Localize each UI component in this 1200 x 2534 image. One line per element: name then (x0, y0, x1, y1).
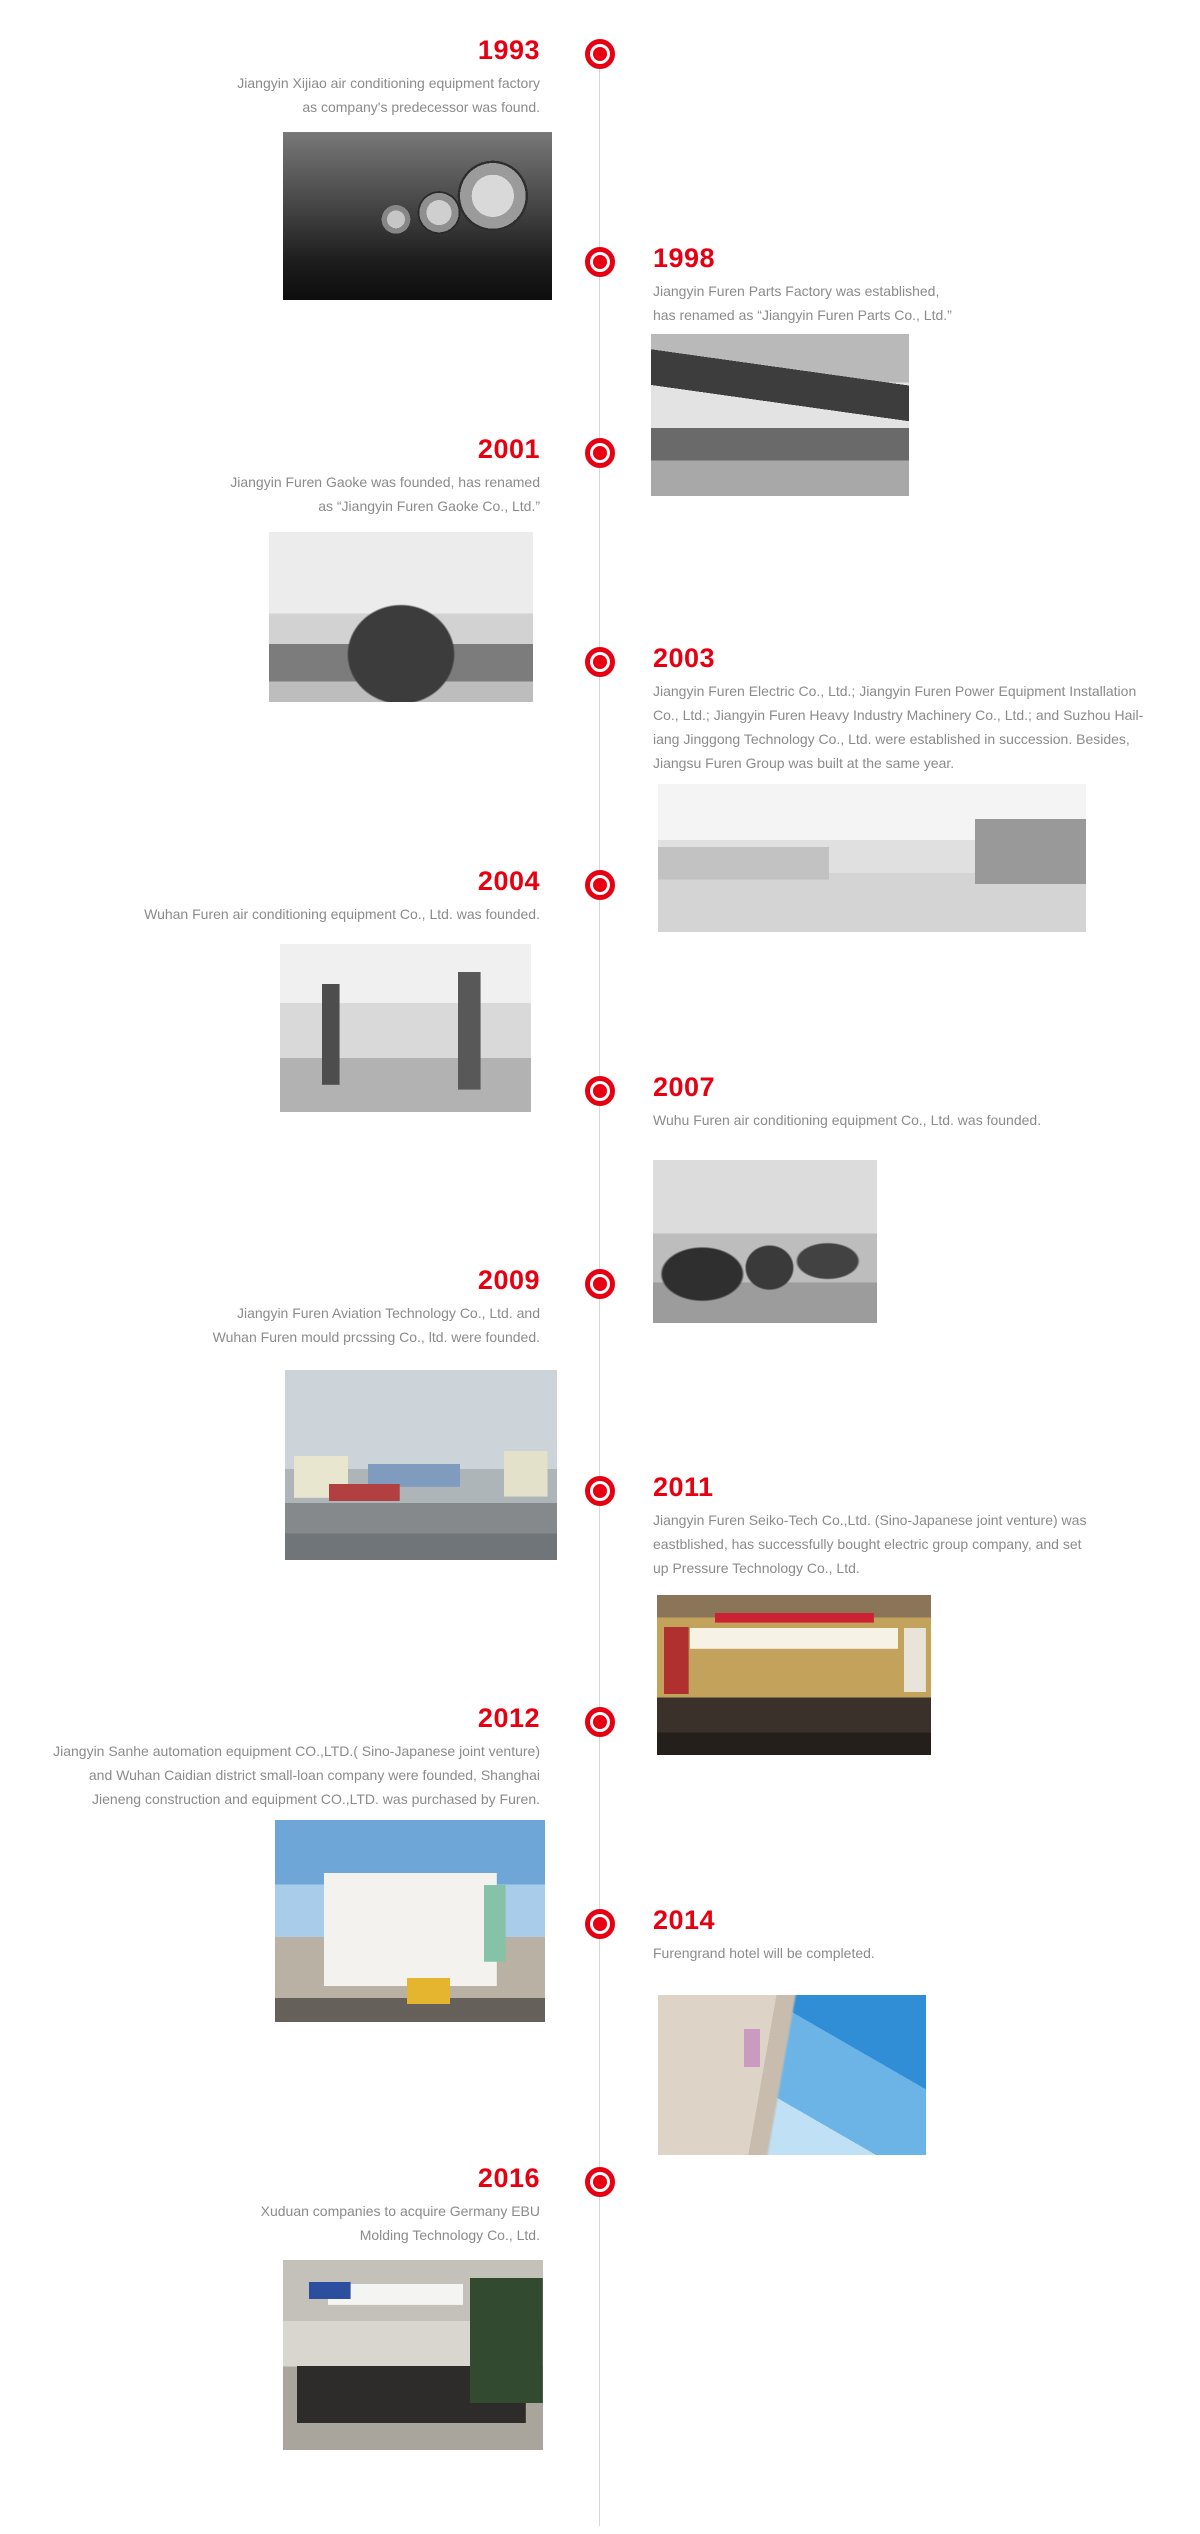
photo-2011 (657, 1595, 931, 1755)
photo-1993 (283, 132, 552, 300)
photo-2007 (653, 1160, 877, 1323)
year-label-2001: 2001 (477, 434, 540, 464)
timeline-entry-2012 (53, 1702, 540, 1811)
entry-description-line: has renamed as “Jiangyin Furen Parts Co., Ltd.” (653, 307, 952, 323)
entry-description-line: Wuhan Furen mould prcssing Co., ltd. were founded. (212, 1329, 540, 1345)
entry-description (230, 470, 540, 518)
year-label-2016: 2016 (477, 2163, 540, 2193)
entry-description-line: as company's predecessor was found. (302, 99, 540, 115)
year-label-1998: 1998 (653, 243, 716, 273)
entry-description-line: Wuhan Furen air conditioning equipment Co., Ltd. was founded. (144, 906, 540, 922)
timeline-entry-2011 (653, 1471, 1086, 1580)
timeline-entry-2016 (261, 2162, 540, 2247)
photo-2003 (658, 784, 1086, 932)
entry-description-line: iang Jinggong Technology Co., Ltd. were established in succession. Besides, (653, 731, 1130, 747)
year-label-1993: 1993 (477, 35, 540, 65)
entry-description-line: Jiangyin Furen Gaoke was founded, has renamed (230, 474, 540, 490)
bullseye-icon (585, 247, 615, 277)
year-label-2009: 2009 (477, 1265, 540, 1295)
timeline-entry-2004 (144, 865, 540, 926)
entry-description (213, 1301, 540, 1349)
bullseye-icon (585, 870, 615, 900)
bullseye-icon (585, 1909, 615, 1939)
entry-description-line: up Pressure Technology Co., Ltd. (653, 1560, 860, 1576)
photo-2009 (285, 1370, 557, 1560)
entry-description-line: Jiangyin Furen Seiko-Tech Co.,Ltd. (Sino-Japanese joint venture) was (653, 1512, 1087, 1528)
bullseye-icon (585, 1076, 615, 1106)
entry-description-line: Jiangyin Xijiao air conditioning equipment factory (237, 75, 540, 91)
bullseye-icon (585, 1269, 615, 1299)
entry-description (653, 679, 1143, 775)
entry-description (237, 71, 540, 119)
entry-description-line: Jiangyin Sanhe automation equipment CO.,LTD.( Sino-Japanese joint venture) (53, 1743, 540, 1759)
entry-description (144, 902, 540, 926)
timeline-entry-2007 (653, 1071, 1041, 1132)
entry-description-line: and Wuhan Caidian district small-loan company were founded, Shanghai (88, 1767, 540, 1783)
photo-2014 (658, 1995, 926, 2155)
bullseye-icon (585, 647, 615, 677)
year-label-2011: 2011 (653, 1472, 714, 1502)
entry-description-line: Jieneng construction and equipment CO.,LTD. was purchased by Furen. (92, 1791, 540, 1807)
timeline-entry-1993 (237, 34, 540, 119)
entry-description (653, 279, 952, 327)
entry-description-line: eastblished, has successfully bought electric group company, and set (653, 1536, 1082, 1552)
entry-description-line: Co., Ltd.; Jiangyin Furen Heavy Industry Machinery Co., Ltd.; and Suzhou Hail- (653, 707, 1144, 723)
year-label-2012: 2012 (477, 1703, 540, 1733)
photo-1998 (651, 334, 909, 496)
bullseye-icon (585, 2167, 615, 2197)
timeline-entry-2009 (213, 1264, 540, 1349)
bullseye-icon (585, 438, 615, 468)
entry-description-line: Molding Technology Co., Ltd. (359, 2227, 540, 2243)
bullseye-icon (585, 1707, 615, 1737)
timeline-entry-2003 (653, 642, 1143, 775)
entry-description (53, 1739, 540, 1811)
year-label-2007: 2007 (653, 1072, 716, 1102)
entry-description-line: Jiangyin Furen Aviation Technology Co., Ltd. and (236, 1305, 540, 1321)
entry-description-line: Xuduan companies to acquire Germany EBU (260, 2203, 540, 2219)
timeline-entry-2014 (653, 1904, 875, 1965)
entry-description-line: Jiangyin Furen Electric Co., Ltd.; Jiangyin Furen Power Equipment Installation (653, 683, 1137, 699)
entry-description (653, 1941, 875, 1965)
entry-description-line: Wuhu Furen air conditioning equipment Co., Ltd. was founded. (653, 1112, 1042, 1128)
entry-description-line: Jiangsu Furen Group was built at the same year. (653, 755, 955, 771)
bullseye-icon (585, 39, 615, 69)
timeline-entry-2001 (230, 433, 540, 518)
bullseye-icon (585, 1476, 615, 1506)
entry-description (653, 1108, 1041, 1132)
year-label-2004: 2004 (477, 866, 540, 896)
year-label-2014: 2014 (653, 1905, 716, 1935)
photo-2001 (269, 532, 533, 702)
photo-2004 (280, 944, 531, 1112)
photo-2016 (283, 2260, 543, 2450)
entry-description (261, 2199, 540, 2247)
entry-description (653, 1508, 1086, 1580)
entry-description-line: as “Jiangyin Furen Gaoke Co., Ltd.” (318, 498, 540, 514)
entry-description-line: Furengrand hotel will be completed. (653, 1945, 875, 1961)
entry-description-line: Jiangyin Furen Parts Factory was established, (653, 283, 940, 299)
photo-2012 (275, 1820, 545, 2022)
year-label-2003: 2003 (653, 643, 716, 673)
timeline-entry-1998 (653, 242, 952, 327)
